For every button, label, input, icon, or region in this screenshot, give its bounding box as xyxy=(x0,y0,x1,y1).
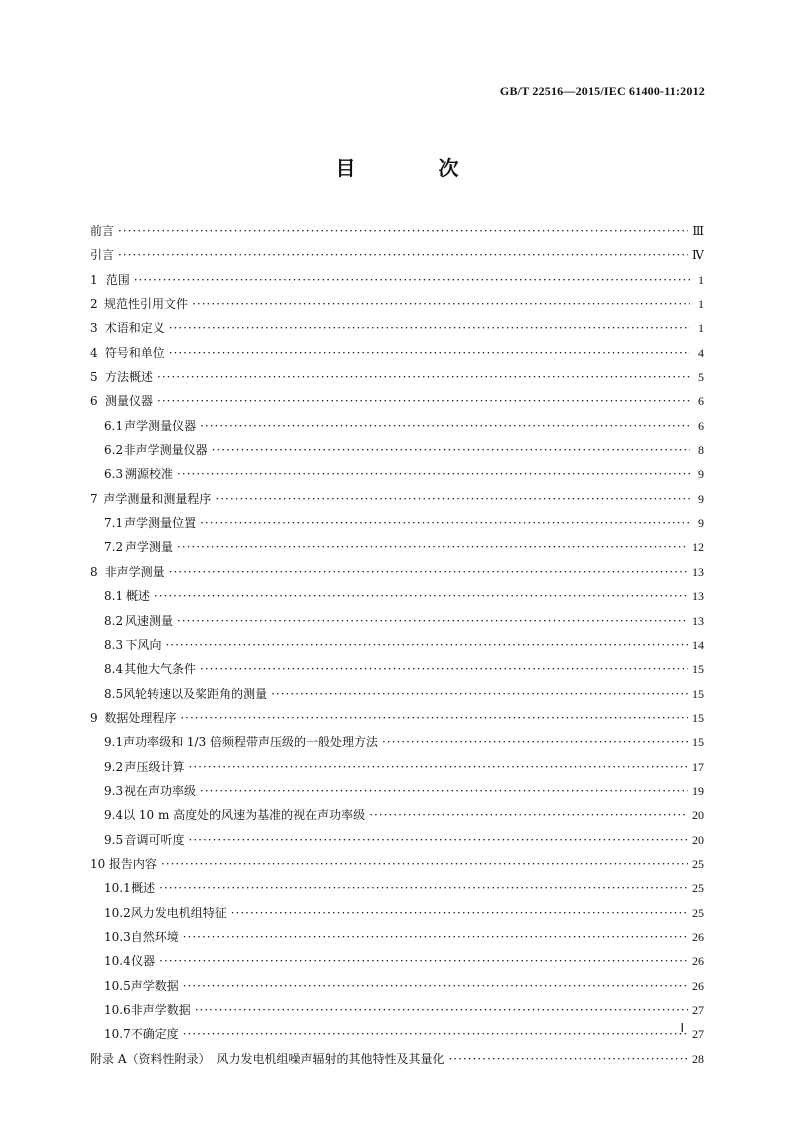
toc-entry[interactable] xyxy=(90,389,704,413)
toc-entry-page: 12 xyxy=(692,540,704,555)
toc-entry-number: 3 xyxy=(90,321,98,336)
toc-entry-page: 25 xyxy=(692,905,704,920)
toc-dot-leader xyxy=(382,730,688,754)
toc-dot-leader xyxy=(215,487,690,511)
toc-entry-title: 仪器 xyxy=(131,954,156,969)
toc-entry-page: 1 xyxy=(698,321,704,336)
toc-entry-page: 20 xyxy=(692,808,704,823)
toc-entry-title: 风速测量 xyxy=(124,613,173,628)
toc-entry[interactable] xyxy=(90,1047,704,1071)
toc-entry-page: 15 xyxy=(692,662,704,677)
toc-entry-number: 9.4 xyxy=(104,808,124,823)
toc-dot-leader xyxy=(195,998,688,1022)
toc-dot-leader xyxy=(154,584,688,608)
toc-entry[interactable] xyxy=(90,803,704,827)
toc-entry-title: 非声学测量仪器 xyxy=(123,443,208,458)
toc-entry-page: 28 xyxy=(692,1051,704,1066)
toc-entry-number: 8.2 xyxy=(104,613,124,628)
toc-entry[interactable] xyxy=(90,365,704,389)
toc-entry[interactable] xyxy=(90,755,704,779)
toc-entry[interactable] xyxy=(90,316,704,340)
toc-entry-number: 10.5 xyxy=(104,978,131,993)
toc-entry-title: 风轮转速以及桨距角的测量 xyxy=(123,686,268,701)
toc-entry-number: 6.1 xyxy=(104,418,124,433)
toc-entry[interactable] xyxy=(90,779,704,803)
toc-entry-page: 8 xyxy=(698,443,704,458)
toc-entry-page: 9 xyxy=(698,516,704,531)
toc-entry[interactable] xyxy=(90,901,704,925)
toc-entry-number: 9.2 xyxy=(104,759,124,774)
toc-entry-number: 8 xyxy=(90,564,98,579)
toc-dot-leader xyxy=(189,755,688,779)
toc-entry-title: 引言 xyxy=(90,248,115,263)
toc-dot-leader xyxy=(200,657,688,681)
toc-entry-title: 风力发电机组特征 xyxy=(130,905,227,920)
toc-dot-leader xyxy=(177,462,690,486)
toc-entry-title: 方法概述 xyxy=(105,370,154,385)
toc-entry-page: 5 xyxy=(698,370,704,385)
toc-entry-number: 9.3 xyxy=(104,783,124,798)
toc-entry-title: 视在声功率级 xyxy=(124,783,197,798)
toc-entry-page: 9 xyxy=(698,467,704,482)
toc-dot-leader xyxy=(157,389,690,413)
toc-dot-leader xyxy=(169,341,690,365)
toc-entry[interactable] xyxy=(90,414,704,438)
toc-entry-page: 17 xyxy=(692,759,704,774)
toc-dot-leader xyxy=(169,560,688,584)
toc-entry-page: 26 xyxy=(692,978,704,993)
toc-entry-page: 26 xyxy=(692,929,704,944)
toc-entry-title: 自然环境 xyxy=(130,929,179,944)
toc-entry-number: 1 xyxy=(90,272,98,287)
toc-entry[interactable] xyxy=(90,730,704,754)
toc-entry-page: 15 xyxy=(692,735,704,750)
toc-dot-leader xyxy=(183,1022,688,1046)
toc-entry-number: 10.7 xyxy=(104,1027,131,1042)
toc-entry-number: 8.1 xyxy=(104,589,124,604)
toc-entry-page: 13 xyxy=(692,613,704,628)
toc-entry-title: 以 10 m 高度处的风速为基准的视在声功率级 xyxy=(123,808,366,823)
toc-entry-number: 10.6 xyxy=(104,1003,131,1017)
toc-dot-leader xyxy=(180,706,688,730)
toc-entry-title: 声功率级和 1/3 倍频程带声压级的一般处理方法 xyxy=(123,735,379,750)
toc-entry-number: 10.4 xyxy=(104,954,131,969)
toc-entry-title: 声学测量仪器 xyxy=(124,418,197,433)
toc-entry-number: 10.3 xyxy=(104,929,131,944)
table-of-contents xyxy=(90,219,704,1071)
toc-entry[interactable] xyxy=(90,268,704,292)
toc-dot-leader xyxy=(200,779,688,803)
toc-entry[interactable] xyxy=(90,584,704,608)
toc-entry-title: 非声学测量 xyxy=(104,564,165,579)
toc-dot-leader xyxy=(165,633,688,657)
toc-dot-leader xyxy=(159,876,688,900)
toc-dot-leader xyxy=(157,365,690,389)
toc-dot-leader xyxy=(200,511,690,535)
toc-entry[interactable] xyxy=(90,219,704,243)
toc-entry[interactable] xyxy=(90,706,704,730)
toc-dot-leader xyxy=(159,949,688,973)
toc-entry-page: 19 xyxy=(692,783,704,798)
toc-entry[interactable] xyxy=(90,511,704,535)
page-header-code: GB/T 22516—2015/IEC 61400-11:2012 xyxy=(499,84,705,98)
toc-entry-number: 4 xyxy=(90,345,98,360)
toc-entry[interactable] xyxy=(90,633,704,657)
toc-entry-title: 符号和单位 xyxy=(104,345,165,360)
toc-entry-number: 9.1 xyxy=(104,735,124,750)
toc-entry-number: 7.1 xyxy=(104,516,124,531)
toc-entry-number: 10.2 xyxy=(104,905,131,920)
toc-entry-title: 其他大气条件 xyxy=(124,662,197,677)
page-title: 目 次 xyxy=(335,156,497,180)
toc-dot-leader xyxy=(183,974,688,998)
toc-dot-leader xyxy=(192,292,690,316)
toc-entry[interactable] xyxy=(90,974,704,998)
toc-entry-number: 6.2 xyxy=(104,443,124,458)
toc-dot-leader xyxy=(271,682,688,706)
toc-entry-title: 附录 A（资料性附录） 风力发电机组噪声辐射的其他特性及其量化 xyxy=(90,1051,445,1066)
toc-entry-title: 测量仪器 xyxy=(105,394,154,409)
toc-entry-title: 声学测量位置 xyxy=(124,516,197,531)
toc-entry-number: 7 xyxy=(90,491,98,506)
toc-entry-number: 8.4 xyxy=(104,662,124,677)
toc-entry-number: 9.5 xyxy=(104,832,124,847)
toc-entry-number: 2 xyxy=(90,297,98,312)
toc-entry[interactable] xyxy=(90,487,704,511)
toc-entry[interactable] xyxy=(90,535,704,559)
toc-entry[interactable] xyxy=(90,682,704,706)
toc-entry[interactable] xyxy=(90,925,704,949)
toc-entry-title: 术语和定义 xyxy=(104,321,165,336)
toc-entry-page: 1 xyxy=(698,297,704,312)
toc-entry-page: 25 xyxy=(692,856,704,871)
toc-entry-title: 声学测量 xyxy=(124,540,173,555)
toc-dot-leader xyxy=(177,609,688,633)
toc-dot-leader xyxy=(177,535,688,559)
toc-entry-page: 15 xyxy=(692,710,704,725)
toc-entry-page: 6 xyxy=(698,394,704,409)
toc-entry[interactable] xyxy=(90,292,704,316)
toc-entry-page: 4 xyxy=(698,345,704,360)
toc-entry-number: 8.5 xyxy=(104,686,124,701)
toc-entry[interactable] xyxy=(90,657,704,681)
toc-entry[interactable] xyxy=(90,852,704,876)
toc-dot-leader xyxy=(183,925,688,949)
toc-entry-number: 6 xyxy=(90,394,98,409)
toc-entry-page: 14 xyxy=(692,637,704,652)
toc-dot-leader xyxy=(118,243,688,267)
toc-entry-page: 26 xyxy=(692,954,704,969)
toc-entry[interactable] xyxy=(90,243,704,267)
toc-entry[interactable] xyxy=(90,341,704,365)
toc-entry-title: 声学数据 xyxy=(130,978,179,993)
toc-dot-leader xyxy=(134,268,690,292)
toc-entry[interactable] xyxy=(90,609,704,633)
toc-dot-leader xyxy=(369,803,688,827)
toc-entry-page: 13 xyxy=(692,564,704,579)
toc-dot-leader xyxy=(212,438,690,462)
toc-entry-title: 音调可听度 xyxy=(124,832,185,847)
toc-dot-leader xyxy=(448,1047,688,1071)
toc-entry-number: 9 xyxy=(90,710,98,725)
toc-dot-leader xyxy=(231,901,688,925)
toc-entry[interactable] xyxy=(90,876,704,900)
toc-entry[interactable] xyxy=(90,949,704,973)
toc-entry[interactable] xyxy=(90,1022,704,1046)
toc-dot-leader xyxy=(161,852,688,876)
toc-entry-page: 15 xyxy=(692,686,704,701)
toc-entry-page: 25 xyxy=(692,881,704,896)
toc-entry-title: 不确定度 xyxy=(130,1027,179,1042)
toc-entry-page: Ⅳ xyxy=(692,248,704,263)
toc-entry[interactable] xyxy=(90,560,704,584)
toc-dot-leader xyxy=(118,219,688,243)
toc-entry-number: 10 xyxy=(90,856,106,871)
toc-entry-number: 7.2 xyxy=(104,540,124,555)
toc-entry-title: 溯源校准 xyxy=(125,467,174,482)
toc-entry-title: 规范性引用文件 xyxy=(104,297,189,312)
toc-entry-title: 下风向 xyxy=(125,637,162,652)
toc-entry-page: 9 xyxy=(698,491,704,506)
toc-entry-title: 声压级计算 xyxy=(124,759,185,774)
toc-entry-page: 20 xyxy=(692,832,704,847)
toc-entry-title: 声学测量和测量程序 xyxy=(103,491,212,506)
toc-entry-title: 范围 xyxy=(105,272,130,287)
toc-entry-title: 概述 xyxy=(125,589,150,604)
footer-page-number: Ⅰ xyxy=(680,1021,684,1035)
toc-entry-number: 8.3 xyxy=(104,637,124,652)
toc-entry-page: 6 xyxy=(698,418,704,433)
toc-entry-page: 1 xyxy=(698,272,704,287)
toc-dot-leader xyxy=(189,828,688,852)
toc-entry[interactable] xyxy=(90,462,704,486)
toc-entry-page: 27 xyxy=(692,1027,704,1042)
toc-entry[interactable] xyxy=(90,998,704,1022)
toc-entry-number: 5 xyxy=(90,370,98,385)
toc-entry[interactable] xyxy=(90,438,704,462)
toc-entry-title: 概述 xyxy=(131,881,156,896)
toc-entry-number: 10.1 xyxy=(104,881,131,896)
toc-entry-number: 6.3 xyxy=(104,467,124,482)
toc-entry-title: 报告内容 xyxy=(108,856,157,871)
toc-entry-title: 前言 xyxy=(90,224,115,238)
toc-dot-leader xyxy=(200,414,690,438)
toc-entry[interactable] xyxy=(90,828,704,852)
toc-dot-leader xyxy=(169,316,690,340)
toc-entry-page: 13 xyxy=(692,589,704,604)
toc-entry-title: 非声学数据 xyxy=(130,1003,191,1017)
toc-entry-page: 27 xyxy=(692,1003,704,1017)
toc-entry-page: Ⅲ xyxy=(692,224,704,238)
toc-entry-title: 数据处理程序 xyxy=(104,710,177,725)
